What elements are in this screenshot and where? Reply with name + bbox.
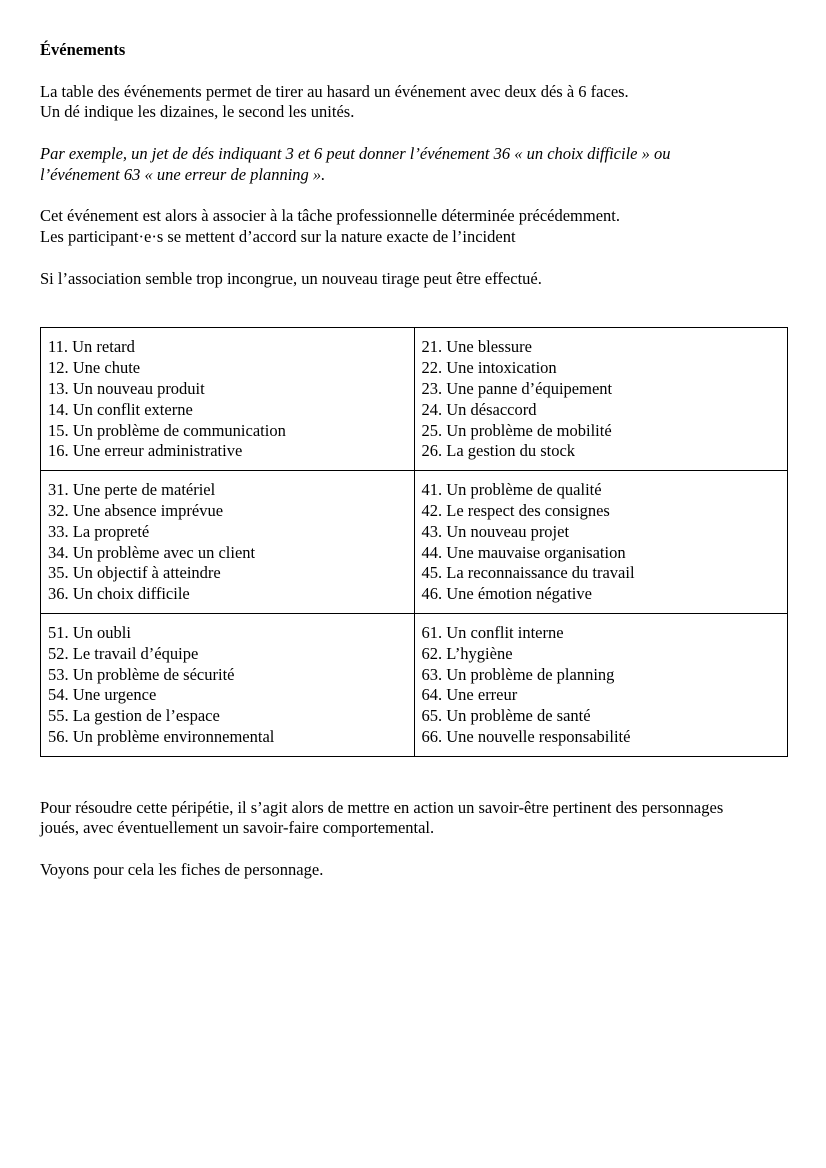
event-entry: 34. Un problème avec un client [48,542,256,562]
event-entry: 45. La reconnaissance du travail [421,563,635,583]
event-entry: 26. La gestion du stock [421,441,576,461]
table-cell [414,328,788,471]
events-table [40,327,788,756]
association-line-2: Les participant·e·s se mettent d’accord sur la nature exacte de l’incident [40,227,516,247]
event-entry: 35. Un objectif à atteindre [48,563,221,583]
event-entry: 22. Une intoxication [421,358,557,378]
event-entry: 11. Un retard [48,337,135,357]
closing-line: Voyons pour cela les fiches de personnage. [40,859,324,879]
event-entry: 32. Une absence imprévue [48,500,224,520]
event-entry: 25. Un problème de mobilité [421,420,612,440]
event-entry: 54. Une urgence [48,685,157,705]
event-entry: 52. Le travail d’équipe [48,643,199,663]
table-row [41,471,788,614]
association-line-1: Cet événement est alors à associer à la tâche professionnelle déterminée précédemment. [40,206,620,226]
table-cell [41,471,415,614]
event-entry: 63. Un problème de planning [421,664,615,684]
table-cell [41,328,415,471]
event-entry: 16. Une erreur administrative [48,441,243,461]
event-entry: 42. Le respect des consignes [421,500,610,520]
event-entry: 36. Un choix difficile [48,584,190,604]
event-entry: 53. Un problème de sécurité [48,664,235,684]
event-entry: 14. Un conflit externe [48,399,193,419]
event-entry: 56. Un problème environnemental [48,726,275,746]
event-entry: 55. La gestion de l’espace [48,706,220,726]
document-page [40,40,790,881]
example-line-2: l’événement 63 « une erreur de planning ». [40,164,326,184]
table-cell [414,613,788,756]
event-entry: 24. Un désaccord [421,399,537,419]
event-entry: 51. Un oubli [48,622,131,642]
event-entry: 62. L’hygiène [421,643,513,663]
event-entry: 31. Une perte de matériel [48,480,216,500]
intro-line-2: Un dé indique les dizaines, le second les unités. [40,102,355,122]
event-entry: 64. Une erreur [421,685,518,705]
table-cell [41,613,415,756]
event-entry: 13. Un nouveau produit [48,378,205,398]
event-entry: 21. Une blessure [421,337,532,357]
table-row [41,613,788,756]
intro-line-1: La table des événements permet de tirer au hasard un événement avec deux dés à 6 faces. [40,81,629,101]
event-entry: 65. Un problème de santé [421,706,591,726]
event-entry: 46. Une émotion négative [421,584,592,604]
event-entry: 12. Une chute [48,358,141,378]
resolution-line-2: joués, avec éventuellement un savoir-faire comportemental. [40,818,435,838]
event-entry: 66. Une nouvelle responsabilité [421,726,631,746]
event-entry: 15. Un problème de communication [48,420,286,440]
event-entry: 33. La propreté [48,521,150,541]
retry-line: Si l’association semble trop incongrue, un nouveau tirage peut être effectué. [40,268,542,288]
section-title: Événements [40,40,126,59]
table-row [41,328,788,471]
resolution-line-1: Pour résoudre cette péripétie, il s’agit alors de mettre en action un savoir-être pertinent des personnages [40,797,724,817]
event-entry: 23. Une panne d’équipement [421,378,613,398]
table-cell [414,471,788,614]
event-entry: 44. Une mauvaise organisation [421,542,626,562]
event-entry: 61. Un conflit interne [421,622,564,642]
example-line-1: Par exemple, un jet de dés indiquant 3 et 6 peut donner l’événement 36 « un choix difficile » ou [40,143,671,163]
event-entry: 43. Un nouveau projet [421,521,570,541]
event-entry: 41. Un problème de qualité [421,480,602,500]
